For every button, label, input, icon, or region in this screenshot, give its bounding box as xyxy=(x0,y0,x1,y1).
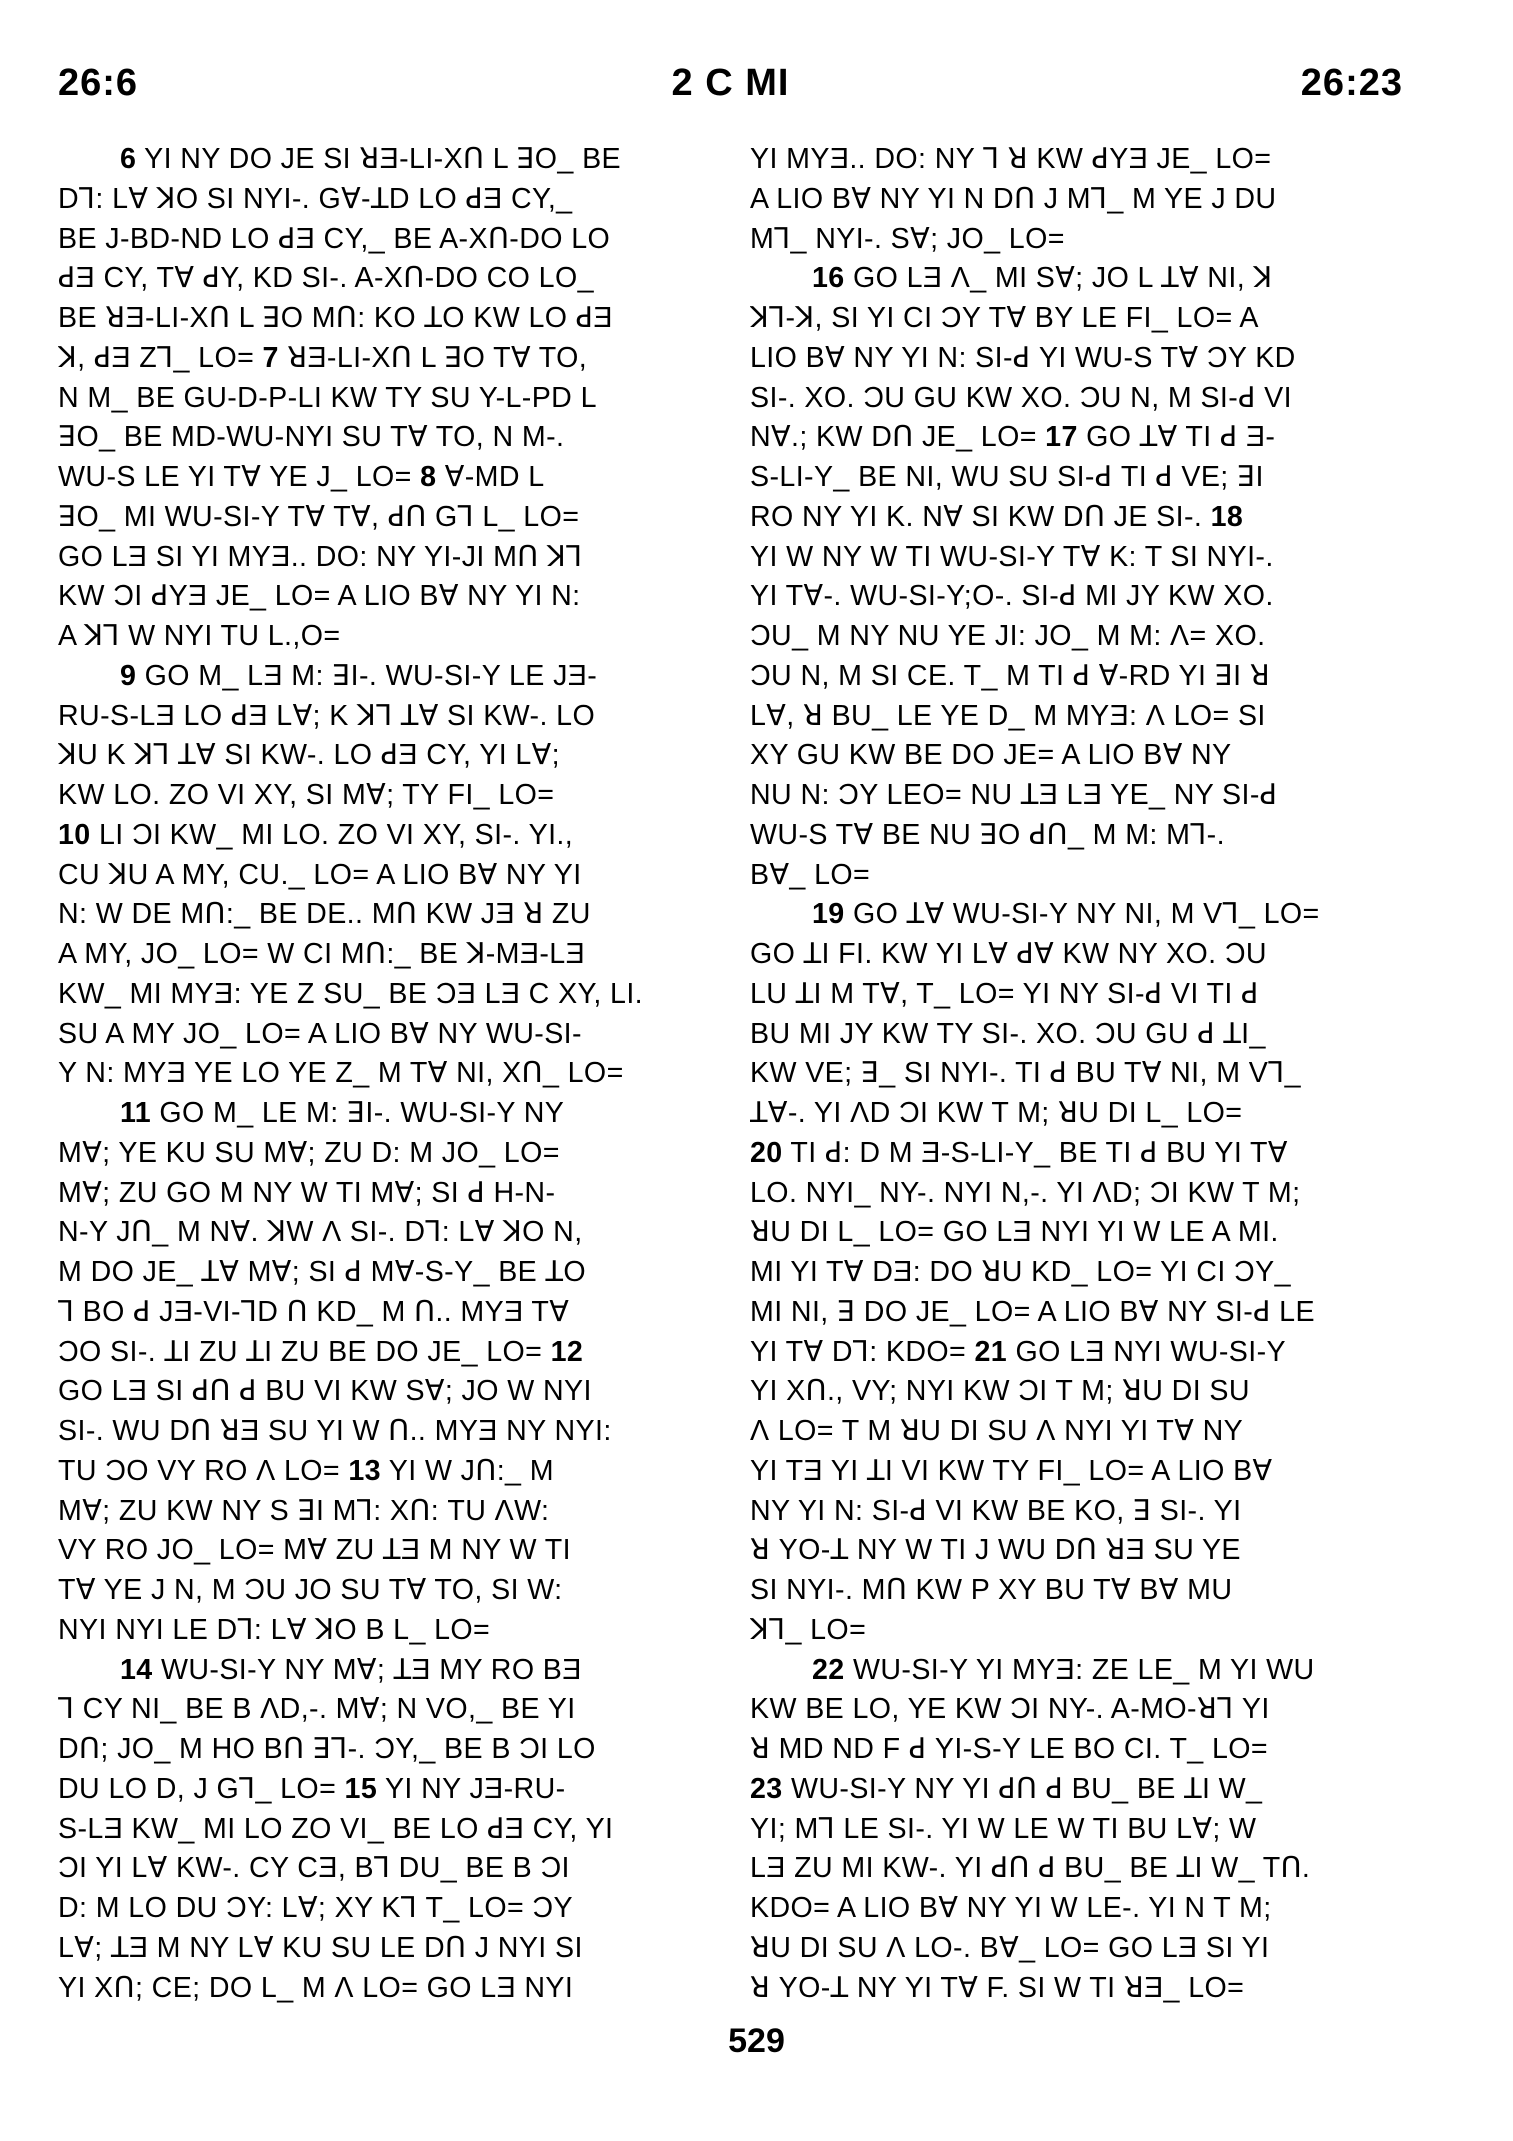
right-text-column xyxy=(750,140,1400,2008)
verse-text: XY GU KW BE DO JE= A LIO BⱯ NY xyxy=(750,739,1232,772)
text-line xyxy=(58,736,708,776)
text-line xyxy=(58,538,708,578)
text-line xyxy=(750,1293,1400,1333)
verse-text: LU ꓕI M TⱯ, T_ LO= YI NY SI-ꓒ VI TI ꓒ xyxy=(750,977,1259,1010)
text-line xyxy=(58,1810,708,1850)
verse-text: RU-S-LƎ LO ꓒƎ LⱯ; K ꓘꓶ ꓕⱯ SI KW-. LO xyxy=(58,699,596,732)
text-line xyxy=(58,498,708,538)
text-line xyxy=(58,1134,708,1174)
text-line xyxy=(58,220,708,260)
text-line xyxy=(750,418,1400,458)
verse-text: MⱯ; ZU GO M NY W TI MⱯ; SI ꓒ H-N- xyxy=(58,1176,556,1209)
left-text-column xyxy=(58,140,708,2008)
text-line xyxy=(58,140,708,180)
verse-text: Ɐ-MD L xyxy=(436,461,545,493)
verse-text: A ꓘꓶ W NYI TU L.,O= xyxy=(58,620,341,652)
text-line xyxy=(750,1174,1400,1214)
text-line xyxy=(58,1651,708,1691)
verse-text: LO. NYI_ NY-. NYI N,-. YI ɅD; ƆI KW T M; xyxy=(750,1176,1301,1209)
verse-text: A MY, JO_ LO= W CI MՈ:_ BE ꓘ-MƎ-LƎ xyxy=(58,938,586,970)
verse-text: ꓕⱯ-. YI ɅD ƆI KW T M; ꓤU DI L_ LO= xyxy=(750,1097,1243,1129)
text-line xyxy=(750,856,1400,896)
text-line xyxy=(58,577,708,617)
text-line xyxy=(750,299,1400,339)
text-line xyxy=(58,776,708,816)
verse-text: GO LƎ SI YI MYƎ.. DO: NY YI-JI MՈ ꓘꓶ xyxy=(58,540,583,573)
text-line xyxy=(750,776,1400,816)
verse-text: ꓤ MD ND F ꓒ YI-S-Y LE BO CI. T_ LO= xyxy=(750,1733,1268,1765)
verse-text: LⱯ; ꓕƎ M NY LⱯ KU SU LE DՈ J NYI SI xyxy=(58,1931,583,1964)
verse-text: ꓒƎ CY, TⱯ ꓒY, KD SI-. A-XՈ-DO CO LO_ xyxy=(58,262,594,295)
verse-number: 11 xyxy=(120,1097,152,1129)
text-line xyxy=(58,617,708,657)
verse-text: GO LƎ SI ꓒՈ ꓒ BU VI KW SⱯ; JO W NYI xyxy=(58,1375,592,1408)
text-line xyxy=(750,1213,1400,1253)
text-line xyxy=(750,1611,1400,1651)
verse-text: YI TⱯ Dꓶ: KDO= xyxy=(750,1335,975,1368)
verse-text: YI NY DO JE SI ꓤƎ-LI-XՈ L ꓱO_ BE xyxy=(136,143,622,175)
verse-text: MⱯ; YE KU SU MⱯ; ZU D: M JO_ LO= xyxy=(58,1136,560,1169)
text-line xyxy=(750,140,1400,180)
verse-text: LI ƆI KW_ MI LO. ZO VI XY, SI-. YI., xyxy=(90,818,574,851)
text-line xyxy=(58,1690,708,1730)
verse-text: TⱯ YE J N, M ƆU JO SU TⱯ TO, SI W: xyxy=(58,1574,563,1606)
verse-text: YI NY JƎ-RU- xyxy=(377,1772,566,1805)
text-line xyxy=(750,1134,1400,1174)
text-line xyxy=(58,1412,708,1452)
verse-number: 15 xyxy=(344,1772,378,1805)
verse-text: ꓤ YO-ꓕ NY W TI J WU DՈ ꓤƎ SU YE xyxy=(750,1534,1241,1567)
text-line xyxy=(750,816,1400,856)
verse-text: ꓤU DI SU Ʌ LO-. BⱯ_ LO= GO LƎ SI YI xyxy=(750,1931,1270,1964)
verse-number: 21 xyxy=(974,1335,1008,1368)
verse-number: 22 xyxy=(812,1653,845,1686)
verse-text: GO ꓕⱯ WU-SI-Y NY NI, M Vꓶ_ LO= xyxy=(844,898,1320,931)
text-line xyxy=(750,1651,1400,1691)
text-line xyxy=(750,577,1400,617)
verse-text: ꓶ BO ꓒ JƎ-VI-ꓶD Ո KD_ M Ո.. MYƎ TⱯ xyxy=(58,1295,570,1328)
text-line xyxy=(58,1094,708,1134)
text-line xyxy=(750,975,1400,1015)
verse-text: ꓤU DI L_ LO= GO LƎ NYI YI W LE A MI. xyxy=(750,1216,1279,1249)
verse-text: LⱯ, ꓤ BU_ LE YE D_ M MYƎ: Ʌ LO= SI xyxy=(750,699,1266,732)
text-line xyxy=(58,1372,708,1412)
text-line xyxy=(750,1054,1400,1094)
verse-text: VY RO JO_ LO= MⱯ ZU ꓕƎ M NY W TI xyxy=(58,1534,571,1567)
verse-text: RO NY YI K. NⱯ SI KW DՈ JE SI-. xyxy=(750,500,1211,533)
verse-text: ƆU_ M NY NU YE JI: JO_ M M: Ʌ= XO. xyxy=(750,620,1266,652)
verse-text: GO LƎ Ʌ_ MI SⱯ; JO L ꓕⱯ NI, ꓘ xyxy=(844,262,1273,295)
text-line xyxy=(58,1611,708,1651)
verse-text: WU-SI-Y NY MⱯ; ꓕƎ MY RO BƎ xyxy=(152,1653,582,1686)
verse-text: ꓘꓶ_ LO= xyxy=(750,1613,867,1646)
verse-text: N: W DE MՈ:_ BE DE.. MՈ KW JƎ ꓤ ZU xyxy=(58,898,591,931)
verse-text: GO ꓕⱯ TI ꓒ Ǝ- xyxy=(1077,421,1276,454)
verse-text: BE J-BD-ND LO ꓒƎ CY,_ BE A-XՈ-DO LO xyxy=(58,222,611,255)
header-chapter-start: 26:6 xyxy=(58,62,139,104)
text-line xyxy=(58,816,708,856)
text-line xyxy=(750,339,1400,379)
verse-text: MI NI, ꓱ DO JE_ LO= A LIO BⱯ NY SI-ꓒ LE xyxy=(750,1295,1315,1328)
verse-text: S-LƎ KW_ MI LO ZO VI_ BE LO ꓒƎ CY, YI xyxy=(58,1812,614,1845)
verse-text: S-LI-Y_ BE NI, WU SU SI-ꓒ TI ꓒ VE; ꓱI xyxy=(750,461,1264,493)
text-line xyxy=(750,1770,1400,1810)
text-line xyxy=(58,1571,708,1611)
verse-number: 6 xyxy=(120,143,137,175)
header-chapter-end: 26:23 xyxy=(1300,62,1403,104)
text-line xyxy=(750,1929,1400,1969)
verse-text: KW LO. ZO VI XY, SI MⱯ; TY FI_ LO= xyxy=(58,779,555,811)
verse-number: 7 xyxy=(262,341,279,374)
verse-text: TU ƆO VY RO Ʌ LO= xyxy=(58,1454,349,1487)
verse-text: ꓘ, ꓒƎ Zꓶ_ LO= xyxy=(58,341,263,374)
text-line xyxy=(58,895,708,935)
verse-text: ꓤ YO-ꓕ NY YI TⱯ F. SI W TI ꓤƎ_ LO= xyxy=(750,1971,1245,2004)
verse-number: 17 xyxy=(1045,421,1078,454)
verse-number: 20 xyxy=(750,1136,783,1169)
text-line xyxy=(58,1492,708,1532)
text-line xyxy=(750,498,1400,538)
verse-number: 8 xyxy=(420,461,437,493)
verse-text: ꓱO_ BE MD-WU-NYI SU TⱯ TO, N M-. xyxy=(58,421,565,454)
text-line xyxy=(750,458,1400,498)
verse-text: BE ꓤƎ-LI-XՈ L ꓱO MՈ: KO ꓕO KW LO ꓒƎ xyxy=(58,302,613,334)
verse-text: DՈ; JO_ M HO BՈ ꓱꓶ-. ƆY,_ BE B ƆI LO xyxy=(58,1733,596,1765)
verse-number: 16 xyxy=(812,262,845,295)
verse-text: YI XՈ; CE; DO L_ M Ʌ LO= GO LƎ NYI xyxy=(58,1971,574,2004)
verse-text: SI-. WU DՈ ꓤƎ SU YI W Ո.. MYƎ NY NYI: xyxy=(58,1415,612,1447)
text-line xyxy=(58,935,708,975)
text-line xyxy=(58,1015,708,1055)
text-line xyxy=(750,1810,1400,1850)
text-line xyxy=(58,1849,708,1889)
text-line xyxy=(750,697,1400,737)
verse-text: WU-SI-Y YI MYƎ: ZE LE_ M YI WU xyxy=(844,1653,1315,1686)
text-line xyxy=(750,1531,1400,1571)
verse-text: BⱯ_ LO= xyxy=(750,858,871,891)
verse-text: KDO= A LIO BⱯ NY YI W LE-. YI N T M; xyxy=(750,1892,1272,1924)
verse-text: ꓘU K ꓘꓶ ꓕⱯ SI KW-. LO ꓒƎ CY, YI LⱯ; xyxy=(58,739,560,772)
verse-text: YI; Mꓶ LE SI-. YI W LE W TI BU LⱯ; W xyxy=(750,1812,1257,1845)
verse-text: NU N: ƆY LEO= NU ꓕƎ LƎ YE_ NY SI-ꓒ xyxy=(750,779,1278,811)
verse-text: YI TⱯ-. WU-SI-Y;O-. SI-ꓒ MI JY KW XO. xyxy=(750,580,1274,613)
verse-number: 9 xyxy=(120,659,137,692)
page-header xyxy=(58,62,1403,122)
verse-text: TI ꓒ: D M Ǝ-S-LI-Y_ BE TI ꓒ BU YI TⱯ xyxy=(782,1136,1288,1169)
verse-text: WU-S LE YI TⱯ YE J_ LO= xyxy=(58,461,421,493)
text-line xyxy=(58,299,708,339)
text-line xyxy=(58,339,708,379)
text-line xyxy=(750,1094,1400,1134)
text-line xyxy=(750,1452,1400,1492)
verse-text: GO ꓕI FI. KW YI LⱯ ꓒⱯ KW NY XO. ƆU xyxy=(750,938,1267,970)
verse-text: YI W JՈ:_ M xyxy=(380,1454,554,1487)
verse-number: 12 xyxy=(550,1335,584,1368)
verse-text: Ʌ LO= T M ꓤU DI SU Ʌ NYI YI TⱯ NY xyxy=(750,1415,1244,1447)
verse-text: MⱯ; ZU KW NY S ꓱI Mꓶ: XՈ: TU ɅW: xyxy=(58,1494,550,1527)
text-line xyxy=(58,1054,708,1094)
verse-number: 18 xyxy=(1210,500,1244,533)
text-line xyxy=(58,259,708,299)
text-line xyxy=(58,1253,708,1293)
text-line xyxy=(750,1253,1400,1293)
verse-text: WU-S TⱯ BE NU ꓱO ꓒՈ_ M M: Mꓶ-. xyxy=(750,818,1225,851)
text-line xyxy=(750,1690,1400,1730)
text-line xyxy=(58,1929,708,1969)
text-line xyxy=(750,220,1400,260)
verse-text: MI YI TⱯ DƎ: DO ꓤU KD_ LO= YI CI ƆY_ xyxy=(750,1256,1291,1288)
header-book-title: 2 C MI xyxy=(671,62,790,104)
verse-number: 14 xyxy=(120,1653,153,1686)
text-line xyxy=(750,1492,1400,1532)
verse-text: WU-SI-Y NY YI ꓒՈ ꓒ BU_ BE ꓕI W_ xyxy=(782,1772,1263,1805)
text-line xyxy=(750,379,1400,419)
verse-text: M DO JE_ ꓕⱯ MⱯ; SI ꓒ MⱯ-S-Y_ BE ꓕO xyxy=(58,1256,587,1288)
text-line xyxy=(58,657,708,697)
text-line xyxy=(750,1849,1400,1889)
verse-text: ꓶ CY NI_ BE B ɅD,-. MⱯ; N VO,_ BE YI xyxy=(58,1693,576,1726)
verse-text: D: M LO DU ƆY: LⱯ; XY Kꓶ T_ LO= ƆY xyxy=(58,1892,573,1924)
verse-text: LIO BⱯ NY YI N: SI-ꓒ YI WU-S TⱯ ƆY KD xyxy=(750,341,1296,374)
verse-text: Y N: MYƎ YE LO YE Z_ M TⱯ NI, XՈ_ LO= xyxy=(58,1057,624,1090)
text-line xyxy=(58,1531,708,1571)
text-line xyxy=(750,1333,1400,1373)
verse-text: KW_ MI MYƎ: YE Z SU_ BE ƆƎ LƎ C XY, LI. xyxy=(58,977,644,1010)
verse-number: 23 xyxy=(750,1772,783,1805)
verse-text: NⱯ.; KW DՈ JE_ LO= xyxy=(750,421,1046,454)
text-line xyxy=(58,1969,708,2009)
verse-text: Mꓶ_ NYI-. SⱯ; JO_ LO= xyxy=(750,222,1065,255)
text-line xyxy=(750,935,1400,975)
verse-text: ꓤƎ-LI-XՈ L ꓱO TⱯ TO, xyxy=(278,341,588,374)
text-line xyxy=(750,736,1400,776)
verse-text: KW VE; ꓱ_ SI NYI-. TI ꓒ BU TⱯ NI, M Vꓶ_ xyxy=(750,1057,1301,1090)
text-line xyxy=(750,259,1400,299)
text-line xyxy=(750,1969,1400,2009)
verse-text: KW BE LO, YE KW ƆI NY-. A-MO-ꓤꓶ YI xyxy=(750,1693,1270,1726)
text-line xyxy=(750,895,1400,935)
verse-text: ƆO SI-. ꓕI ZU ꓕI ZU BE DO JE_ LO= xyxy=(58,1335,551,1368)
verse-text: SU A MY JO_ LO= A LIO BⱯ NY WU-SI- xyxy=(58,1017,582,1050)
verse-text: SI-. XO. ƆU GU KW XO. ƆU N, M SI-ꓒ VI xyxy=(750,381,1292,414)
text-line xyxy=(58,458,708,498)
text-line xyxy=(58,1293,708,1333)
text-line xyxy=(58,1213,708,1253)
text-line xyxy=(750,1372,1400,1412)
text-line xyxy=(58,975,708,1015)
text-line xyxy=(58,856,708,896)
text-line xyxy=(750,1730,1400,1770)
verse-text: DU LO D, J Gꓶ_ LO= xyxy=(58,1772,345,1805)
verse-text: GO LƎ NYI WU-SI-Y xyxy=(1007,1335,1286,1368)
verse-text: SI NYI-. MՈ KW P XY BU TⱯ BⱯ MU xyxy=(750,1574,1233,1606)
verse-text: NYI NYI LE Dꓶ: LⱯ ꓘO B L_ LO= xyxy=(58,1613,491,1646)
text-line xyxy=(750,1015,1400,1055)
verse-number: 10 xyxy=(58,818,91,851)
text-line xyxy=(750,617,1400,657)
verse-text: ꓘꓶ-ꓘ, SI YI CI ƆY TⱯ BY LE FI_ LO= A xyxy=(750,302,1259,334)
text-line xyxy=(58,379,708,419)
text-line xyxy=(750,1412,1400,1452)
text-line xyxy=(58,1770,708,1810)
text-line xyxy=(58,1889,708,1929)
verse-text: ƆU N, M SI CE. T_ M TI ꓒ Ɐ-RD YI ꓱI ꓤ xyxy=(750,659,1271,692)
verse-text: ƆI YI LⱯ KW-. CY CƎ, Bꓶ DU_ BE B ƆI xyxy=(58,1852,570,1885)
text-line xyxy=(750,538,1400,578)
verse-text: NY YI N: SI-ꓒ VI KW BE KO, ꓱ SI-. YI xyxy=(750,1494,1242,1527)
verse-number: 13 xyxy=(348,1454,381,1487)
verse-text: LƎ ZU MI KW-. YI ꓒՈ ꓒ BU_ BE ꓕI W_ TՈ. xyxy=(750,1852,1311,1885)
text-line xyxy=(750,657,1400,697)
verse-text: N M_ BE GU-D-P-LI KW TY SU Y-L-PD L xyxy=(58,381,597,414)
verse-text: KW ƆI ꓒYƎ JE_ LO= A LIO BⱯ NY YI N: xyxy=(58,580,581,613)
text-line xyxy=(58,697,708,737)
text-line xyxy=(58,180,708,220)
text-line xyxy=(58,1730,708,1770)
text-line xyxy=(58,1174,708,1214)
verse-text: A LIO BⱯ NY YI N DՈ J Mꓶ_ M YE J DU xyxy=(750,182,1277,215)
text-line xyxy=(58,418,708,458)
text-line xyxy=(750,1889,1400,1929)
verse-text: BU MI JY KW TY SI-. XO. ƆU GU ꓒ ꓕI_ xyxy=(750,1017,1266,1050)
text-line xyxy=(750,1571,1400,1611)
text-line xyxy=(750,180,1400,220)
verse-text: YI TƎ YI ꓕI VI KW TY FI_ LO= A LIO BⱯ xyxy=(750,1454,1273,1487)
verse-text: YI MYƎ.. DO: NY ꓶ ꓤ KW ꓒYƎ JE_ LO= xyxy=(750,143,1272,175)
verse-text: GO M_ LƎ M: ꓱI-. WU-SI-Y LE JƎ- xyxy=(136,659,598,692)
verse-text: YI W NY W TI WU-SI-Y TⱯ K: T SI NYI-. xyxy=(750,540,1274,573)
verse-text: YI XՈ., VY; NYI KW ƆI T M; ꓤU DI SU xyxy=(750,1375,1250,1408)
verse-text: GO M_ LE M: ꓱI-. WU-SI-Y NY xyxy=(151,1097,565,1129)
page-number: 529 xyxy=(728,2022,785,2060)
verse-text: ꓱO_ MI WU-SI-Y TⱯ TⱯ, ꓒՈ Gꓶ L_ LO= xyxy=(58,500,580,533)
verse-number: 19 xyxy=(812,898,845,931)
text-line xyxy=(58,1333,708,1373)
verse-text: N-Y JՈ_ M NⱯ. ꓘW Ʌ SI-. Dꓶ: LⱯ ꓘO N, xyxy=(58,1216,583,1249)
text-line xyxy=(58,1452,708,1492)
verse-text: CU ꓘU A MY, CU._ LO= A LIO BⱯ NY YI xyxy=(58,858,582,891)
verse-text: Dꓶ: LⱯ ꓘO SI NYI-. GⱯ-ꓕD LO ꓒƎ CY,_ xyxy=(58,182,573,215)
